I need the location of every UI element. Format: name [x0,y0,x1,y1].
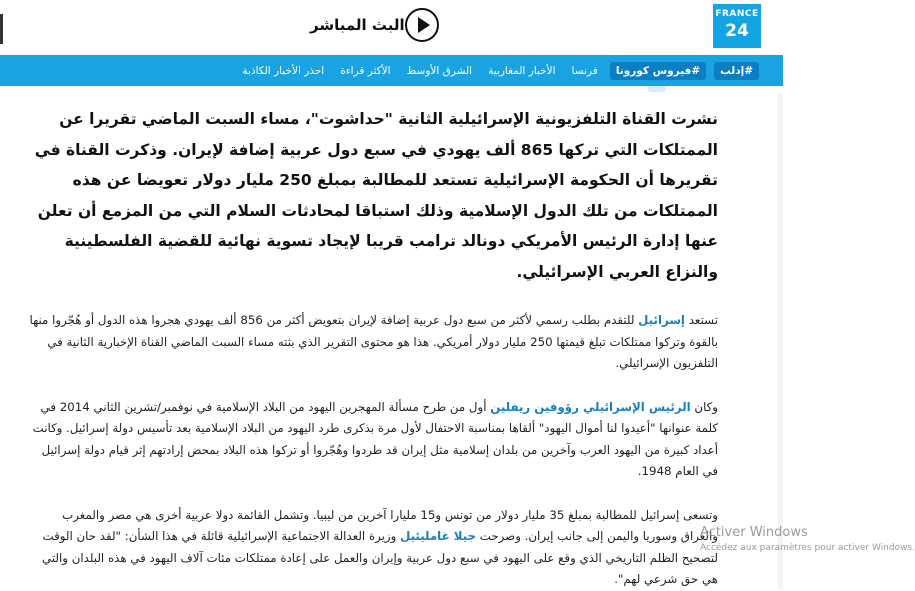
nav-item-middle-east[interactable]: الشرق الأوسط [406,64,473,77]
scrollbar-track[interactable] [778,94,783,589]
share-tab[interactable] [648,86,666,92]
live-stream-link[interactable] [300,8,439,42]
p1-text-end: للتقدم بطلب رسمي لأكثر من سبع دول عربية إضافة لإيران بتعويض أكثر من 856 ألف يهودي هجروا هذه الدول أو هُجّروا منها بالقوة وتركوا ممتلكات تبلغ قيمتها 250 مليار دولار أمريكي. هذا هو محتوى التقرير الذي بثته مساء السبت الماضي القناة الإخبارية الثانية في التلفزيون الإسرائيلي. [29,313,718,370]
play-icon[interactable] [405,8,439,42]
live-label[interactable]: البث المباشر [310,16,405,34]
paragraph-3 [28,505,718,591]
window-edge [0,14,3,44]
nav-item-maghreb[interactable]: الأخبار المغاربية [488,64,556,77]
nav-item-most-read[interactable]: الأكثر قراءة [340,64,391,77]
link-rivlin[interactable]: الرئيس الإسرائيلي رؤوفين ريفلين [490,399,691,414]
main-navigation [0,55,783,86]
nav-tag-idlib[interactable]: #إدلب [714,62,759,80]
paragraph-1 [28,310,718,375]
nav-item-fake-news[interactable]: احذر الأخبار الكاذبة [242,64,325,77]
windows-activation-watermark [700,525,915,555]
france24-logo[interactable] [713,4,761,48]
top-header [0,0,783,55]
p2-text-start: وكان [690,399,718,414]
link-gamliel[interactable]: جيلا غامليئيل [400,529,477,543]
p3-text-end: وزيرة العدالة الاجتماعية الإسرائيلية قائلة في هذا الشأن: "لقد حان الوقت لتصحيح الظلم التاريخي الذي وقع على اليهود في سبع دول عربية وإيران والعمل على إعادة ممتلكات مئات آلاف اليهود في هذه البلدان والتي هي حق شرعي لهم". [42,529,718,586]
nav-item-france[interactable]: فرنسا [571,64,598,77]
p3-text-start: وتسعى إسرائيل للمطالبة بمبلغ 35 مليار دولار من تونس و15 مليارا آخرين من ليبيا. وتشمل القائمة دولا عربية أخرى هي مصر والمغرب والعراق وسوريا واليمن إلى جانب إيران. وصرحت [62,507,718,543]
paragraph-2 [28,397,718,483]
nav-tag-coronavirus[interactable]: #فيروس كورونا [610,62,706,80]
p1-text-start: تستعد [684,313,718,327]
article-lead: نشرت القناة التلفزيونية الإسرائيلية الثانية "حداشوت"، مساء السبت الماضي تقريرا عن الممتلكات التي تركها 865 ألف يهودي في سبع دول عربية إضافة لإيران. وذكرت القناة في تقريرها أن الحكومة الإسرائيلية تستعد للمطالبة بمبلغ 250 مليار دولار تعويضا عن هذه الممتلكات من تلك الدول الإسلامية وذلك استباقا لمحادثات السلام التي من المزمع أن تعلن عنها إدارة الرئيس الأمريكي دونالد ترامب قريبا لإيجاد تسوية نهائية للقضية الفلسطينية والنزاع العربي الإسرائيلي. [34,110,718,281]
link-israel[interactable]: إسرائيل [638,313,685,327]
logo-text-france: FRANCE [715,9,759,19]
p2-text-end: أول من طرح مسألة المهجرين اليهود من البلاد الإسلامية في نوفمبر/تشرين الثاني 2014 في كلمة عنوانها "أعيدوا لنا أموال اليهود" ألقاها بمناسبة الاحتفال لأول مرة بذكرى طرد اليهود من البلاد الإسلامية بعد تأسيس دولة إسرائيل. وكانت أعداد كبيرة من اليهود العرب وآخرين من بلدان إسلامية مثل إيران قد طردوا وهُجّروا أو تركوا هذه البلاد بمحض إرادتهم إثر قيام دولة إسرائيل في العام 1948. [32,399,718,478]
logo-text-24: 24 [725,21,749,41]
watermark-title: Activer Windows [700,525,808,540]
watermark-subtitle: Accédez aux paramètres pour activer Windows. [700,543,915,553]
subnav-strip [0,86,783,94]
article-body [28,104,718,591]
